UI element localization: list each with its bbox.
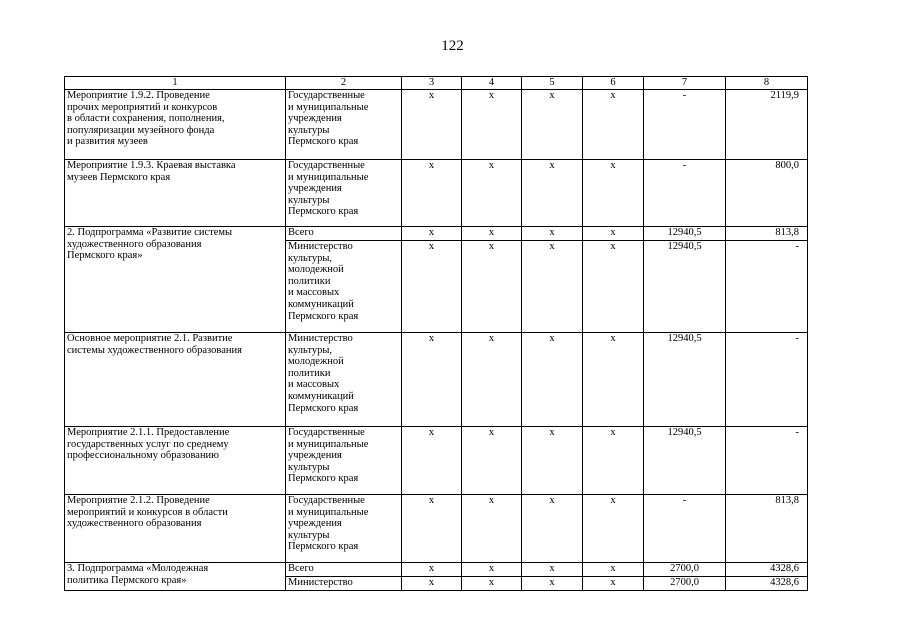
event-name-cell: Основное мероприятие 2.1. Развитие системы художественного образования	[65, 333, 286, 427]
table-row	[65, 427, 808, 495]
col6-cell: х	[583, 427, 644, 495]
col4-cell: х	[462, 563, 522, 577]
col7-cell: 12940,5	[644, 241, 726, 333]
col8-cell: 4328,6	[726, 563, 808, 577]
header-row	[65, 77, 808, 90]
col4-cell: х	[462, 90, 522, 160]
col6-cell: х	[583, 160, 644, 227]
col8-cell: 813,8	[726, 227, 808, 241]
col4-cell: х	[462, 577, 522, 591]
col4-cell: х	[462, 160, 522, 227]
event-name-cell: Мероприятие 1.9.2. Проведение прочих мероприятий и конкурсов в области сохранения, пополнения, популяризации музейного фонда и развития музеев	[65, 90, 286, 160]
col3-cell: х	[402, 333, 462, 427]
col3-cell: х	[402, 227, 462, 241]
col5-cell: х	[522, 495, 583, 563]
column-header-4: 4	[462, 77, 522, 90]
col7-cell: -	[644, 160, 726, 227]
col6-cell: х	[583, 227, 644, 241]
executor-cell: Государственные и муниципальные учреждения культуры Пермского края	[286, 160, 402, 227]
col7-cell: 12940,5	[644, 333, 726, 427]
col8-cell: 2119,9	[726, 90, 808, 160]
col4-cell: х	[462, 495, 522, 563]
col7-cell: 12940,5	[644, 227, 726, 241]
col5-cell: х	[522, 241, 583, 333]
event-name-cell: 3. Подпрограмма «Молодежная политика Пермского края»	[65, 563, 286, 591]
col5-cell: х	[522, 333, 583, 427]
column-header-6: 6	[583, 77, 644, 90]
col5-cell: х	[522, 577, 583, 591]
event-name-cell: Мероприятие 2.1.1. Предоставление государственных услуг по среднему профессиональному образованию	[65, 427, 286, 495]
executor-cell: Министерство культуры, молодежной политики и массовых коммуникаций Пермского края	[286, 241, 402, 333]
col7-cell: -	[644, 90, 726, 160]
executor-cell: Министерство	[286, 577, 402, 591]
col4-cell: х	[462, 427, 522, 495]
col5-cell: х	[522, 90, 583, 160]
col6-cell: х	[583, 90, 644, 160]
col4-cell: х	[462, 227, 522, 241]
col8-cell: -	[726, 427, 808, 495]
table-row	[65, 563, 808, 577]
col4-cell: х	[462, 333, 522, 427]
col3-cell: х	[402, 577, 462, 591]
col7-cell: 12940,5	[644, 427, 726, 495]
column-header-2: 2	[286, 77, 402, 90]
executor-cell: Государственные и муниципальные учреждения культуры Пермского края	[286, 427, 402, 495]
col6-cell: х	[583, 241, 644, 333]
column-header-1: 1	[65, 77, 286, 90]
col7-cell: 2700,0	[644, 577, 726, 591]
col3-cell: х	[402, 160, 462, 227]
col6-cell: х	[583, 577, 644, 591]
col4-cell: х	[462, 241, 522, 333]
col6-cell: х	[583, 333, 644, 427]
executor-cell: Министерство культуры, молодежной политики и массовых коммуникаций Пермского края	[286, 333, 402, 427]
event-name-cell: 2. Подпрограмма «Развитие системы художественного образования Пермского края»	[65, 227, 286, 333]
col8-cell: 813,8	[726, 495, 808, 563]
executor-cell: Всего	[286, 563, 402, 577]
col3-cell: х	[402, 90, 462, 160]
col3-cell: х	[402, 241, 462, 333]
table-row	[65, 333, 808, 427]
col8-cell: 4328,6	[726, 577, 808, 591]
table-row	[65, 495, 808, 563]
page-number: 122	[441, 38, 464, 54]
col8-cell: -	[726, 333, 808, 427]
event-name-cell: Мероприятие 1.9.3. Краевая выставка музеев Пермского края	[65, 160, 286, 227]
col6-cell: х	[583, 563, 644, 577]
col5-cell: х	[522, 427, 583, 495]
table-row	[65, 227, 808, 241]
col3-cell: х	[402, 427, 462, 495]
budget-table	[64, 76, 808, 591]
col3-cell: х	[402, 563, 462, 577]
executor-cell: Государственные и муниципальные учреждения культуры Пермского края	[286, 495, 402, 563]
col7-cell: 2700,0	[644, 563, 726, 577]
table-row	[65, 160, 808, 227]
executor-cell: Всего	[286, 227, 402, 241]
table-row	[65, 90, 808, 160]
col8-cell: -	[726, 241, 808, 333]
col7-cell: -	[644, 495, 726, 563]
column-header-8: 8	[726, 77, 808, 90]
column-header-3: 3	[402, 77, 462, 90]
col3-cell: х	[402, 495, 462, 563]
column-header-5: 5	[522, 77, 583, 90]
column-header-7: 7	[644, 77, 726, 90]
col5-cell: х	[522, 160, 583, 227]
col8-cell: 800,0	[726, 160, 808, 227]
event-name-cell: Мероприятие 2.1.2. Проведение мероприятий и конкурсов в области художественного образования	[65, 495, 286, 563]
executor-cell: Государственные и муниципальные учреждения культуры Пермского края	[286, 90, 402, 160]
col5-cell: х	[522, 227, 583, 241]
col6-cell: х	[583, 495, 644, 563]
col5-cell: х	[522, 563, 583, 577]
